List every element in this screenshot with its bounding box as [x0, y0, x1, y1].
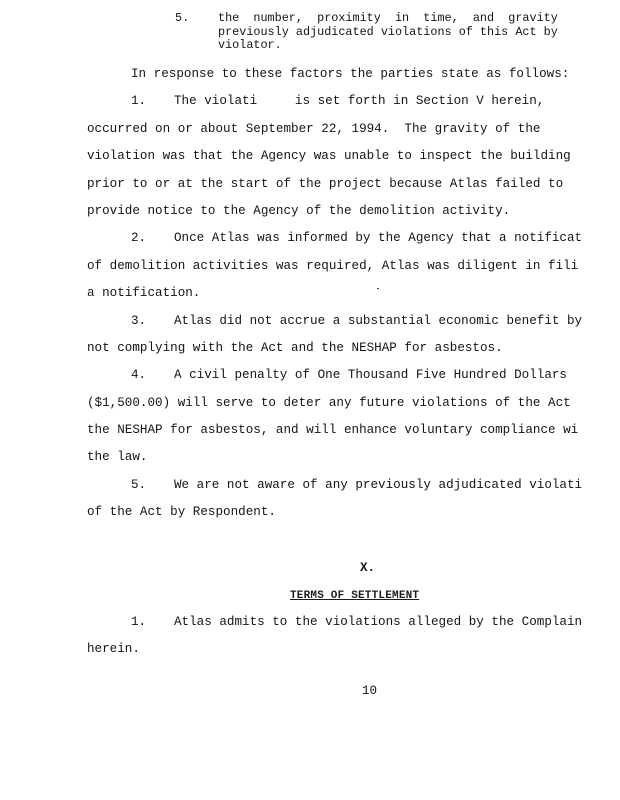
response-text-line: occurred on or about September 22, 1994. The gravity of the — [87, 122, 541, 136]
intro-paragraph: In response to these factors the parties state as follows: — [131, 67, 570, 81]
scan-speck — [377, 288, 379, 289]
response-number: 1. — [131, 94, 147, 108]
response-text-line: a notification. — [87, 286, 201, 300]
page-number: 10 — [362, 684, 378, 698]
response-text-line: of demolition activities was required, Atlas was diligent in fili — [87, 259, 579, 273]
response-text-line: the law. — [87, 450, 148, 464]
response-text-line: Atlas did not accrue a substantial economic benefit by — [174, 314, 583, 328]
response-text-line: The violati is set forth in Section V herein, — [174, 94, 545, 108]
response-text-line: of the Act by Respondent. — [87, 505, 276, 519]
item-text-line: violator. — [218, 38, 282, 52]
response-number: 2. — [131, 231, 147, 245]
section-title: TERMS OF SETTLEMENT — [290, 590, 420, 602]
item-text-line: previously adjudicated violations of this Act by — [218, 25, 558, 39]
response-text-line: provide notice to the Agency of the demolition activity. — [87, 204, 511, 218]
response-text-line: We are not aware of any previously adjudicated violati — [174, 478, 583, 492]
response-text-line: violation was that the Agency was unable to inspect the building — [87, 149, 571, 163]
settlement-text-line: Atlas admits to the violations alleged by the Complain — [174, 615, 583, 629]
section-numeral: X. — [360, 561, 376, 575]
response-text-line: A civil penalty of One Thousand Five Hundred Dollars — [174, 368, 567, 382]
response-number: 4. — [131, 368, 147, 382]
settlement-item-number: 1. — [131, 615, 147, 629]
item-number: 5. — [175, 11, 190, 25]
response-text-line: Once Atlas was informed by the Agency that a notificat — [174, 231, 583, 245]
response-number: 5. — [131, 478, 147, 492]
item-text-line: the number, proximity in time, and gravity — [218, 11, 558, 25]
response-text-line: ($1,500.00) will serve to deter any future violations of the Act — [87, 396, 571, 410]
response-text-line: the NESHAP for asbestos, and will enhance voluntary compliance wi — [87, 423, 579, 437]
response-text-line: prior to or at the start of the project because Atlas failed to — [87, 177, 564, 191]
settlement-text-line: herein. — [87, 642, 140, 656]
response-text-line: not complying with the Act and the NESHAP for asbestos. — [87, 341, 503, 355]
response-number: 3. — [131, 314, 147, 328]
